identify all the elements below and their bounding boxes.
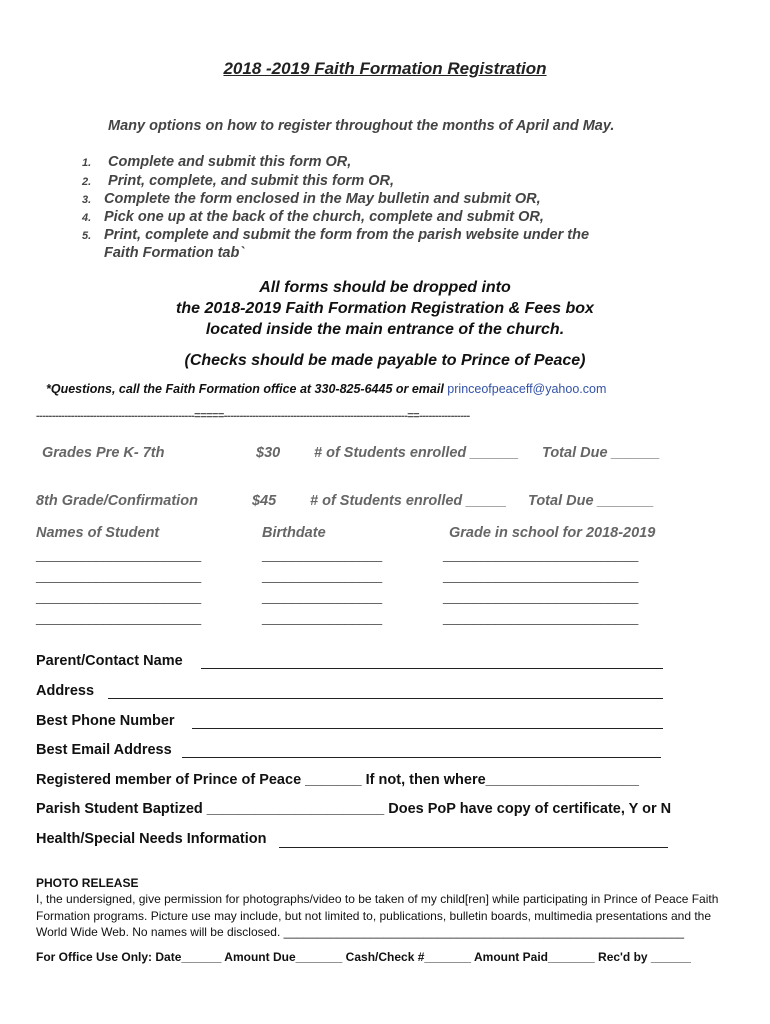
- address-input-line[interactable]: [108, 698, 663, 699]
- photo-release-text: I, the undersigned, give permission for photographs/video to be taken of my child[ren] while participating in Prince of Peace Faith Formation programs. Picture use may include, but not limited to, publications, bulletin boards, multimedia presentations and the World Wide Web. No names will be disclosed. ____________________________________________________________: [36, 892, 719, 939]
- birthdate-header: Birthdate: [262, 525, 326, 541]
- option-text: Complete and submit this form OR,: [108, 154, 352, 170]
- grade-blank[interactable]: __________________________: [443, 568, 639, 583]
- birthdate-blank[interactable]: ________________: [262, 589, 383, 604]
- grade-blank[interactable]: __________________________: [443, 589, 639, 604]
- form-title-text: 2018 -2019 Faith Formation Registration: [223, 59, 547, 78]
- total-due-field[interactable]: Total Due _______: [528, 493, 654, 509]
- students-enrolled-field[interactable]: # of Students enrolled _____: [310, 493, 507, 509]
- option-text: Complete the form enclosed in the May bulletin and submit OR,: [104, 191, 541, 207]
- email-link[interactable]: princeofpeaceff@yahoo.com: [447, 382, 607, 396]
- grade-blank[interactable]: __________________________: [443, 610, 639, 625]
- option-number: 3.: [82, 194, 92, 206]
- grade-header: Grade in school for 2018-2019: [449, 525, 656, 541]
- intro-text: Many options on how to register throughout the months of April and May.: [108, 118, 615, 134]
- fee-grade-label: Grades Pre K- 7th: [42, 445, 165, 461]
- photo-release-heading: PHOTO RELEASE: [36, 876, 139, 890]
- questions-text: *Questions, call the Faith Formation office at 330-825-6445 or email: [46, 382, 448, 396]
- email-input-line[interactable]: [182, 757, 661, 758]
- baptized-field[interactable]: Parish Student Baptized ______________________ Does PoP have copy of certificate, Y or N: [36, 801, 672, 817]
- option-number: 1.: [82, 157, 92, 169]
- dropoff-line-3: located inside the main entrance of the church.: [205, 321, 565, 338]
- fee-price: $45: [252, 493, 277, 509]
- student-name-blank[interactable]: ______________________: [36, 610, 202, 625]
- questions-note: [46, 382, 606, 396]
- option-number: 2.: [82, 176, 92, 188]
- dropoff-line-1: All forms should be dropped into: [259, 279, 511, 296]
- parent-contact-input-line[interactable]: [201, 668, 663, 669]
- fee-grade-label: 8th Grade/Confirmation: [36, 493, 198, 509]
- dropoff-line-2: the 2018-2019 Faith Formation Registration & Fees box: [176, 300, 594, 317]
- phone-label: Best Phone Number: [36, 713, 175, 729]
- separator-line: --------------------------------------------------=====----------------------------------------------------------==----------------: [36, 410, 470, 422]
- phone-input-line[interactable]: [192, 728, 663, 729]
- birthdate-blank[interactable]: ________________: [262, 547, 383, 562]
- health-input-line[interactable]: [279, 847, 668, 848]
- email-label: Best Email Address: [36, 742, 172, 758]
- registered-member-field[interactable]: Registered member of Prince of Peace _______ If not, then where___________________: [36, 772, 639, 788]
- birthdate-blank[interactable]: ________________: [262, 610, 383, 625]
- total-due-field[interactable]: Total Due ______: [542, 445, 660, 461]
- fee-price: $30: [256, 445, 281, 461]
- address-label: Address: [36, 683, 95, 699]
- option-text-continued: Faith Formation tab`: [104, 245, 245, 261]
- parent-contact-label: Parent/Contact Name: [36, 653, 183, 669]
- option-number: 4.: [82, 212, 92, 224]
- option-text: Print, complete and submit the form from the parish website under the: [104, 227, 590, 243]
- birthdate-blank[interactable]: ________________: [262, 568, 383, 583]
- student-name-blank[interactable]: ______________________: [36, 568, 202, 583]
- grade-blank[interactable]: __________________________: [443, 547, 639, 562]
- students-enrolled-field[interactable]: # of Students enrolled ______: [314, 445, 519, 461]
- checks-note: (Checks should be made payable to Prince of Peace): [184, 352, 586, 369]
- office-use-line: For Office Use Only: Date______ Amount Due_______ Cash/Check #_______ Amount Paid_______ Rec'd by ______: [36, 950, 691, 964]
- student-name-header: Names of Student: [36, 525, 160, 541]
- option-number: 5.: [82, 230, 92, 242]
- student-name-blank[interactable]: ______________________: [36, 589, 202, 604]
- student-name-blank[interactable]: ______________________: [36, 547, 202, 562]
- option-text: Print, complete, and submit this form OR,: [104, 173, 395, 189]
- health-label: Health/Special Needs Information: [36, 831, 267, 847]
- form-title: [0, 59, 770, 79]
- option-text: Pick one up at the back of the church, complete and submit OR,: [104, 209, 544, 225]
